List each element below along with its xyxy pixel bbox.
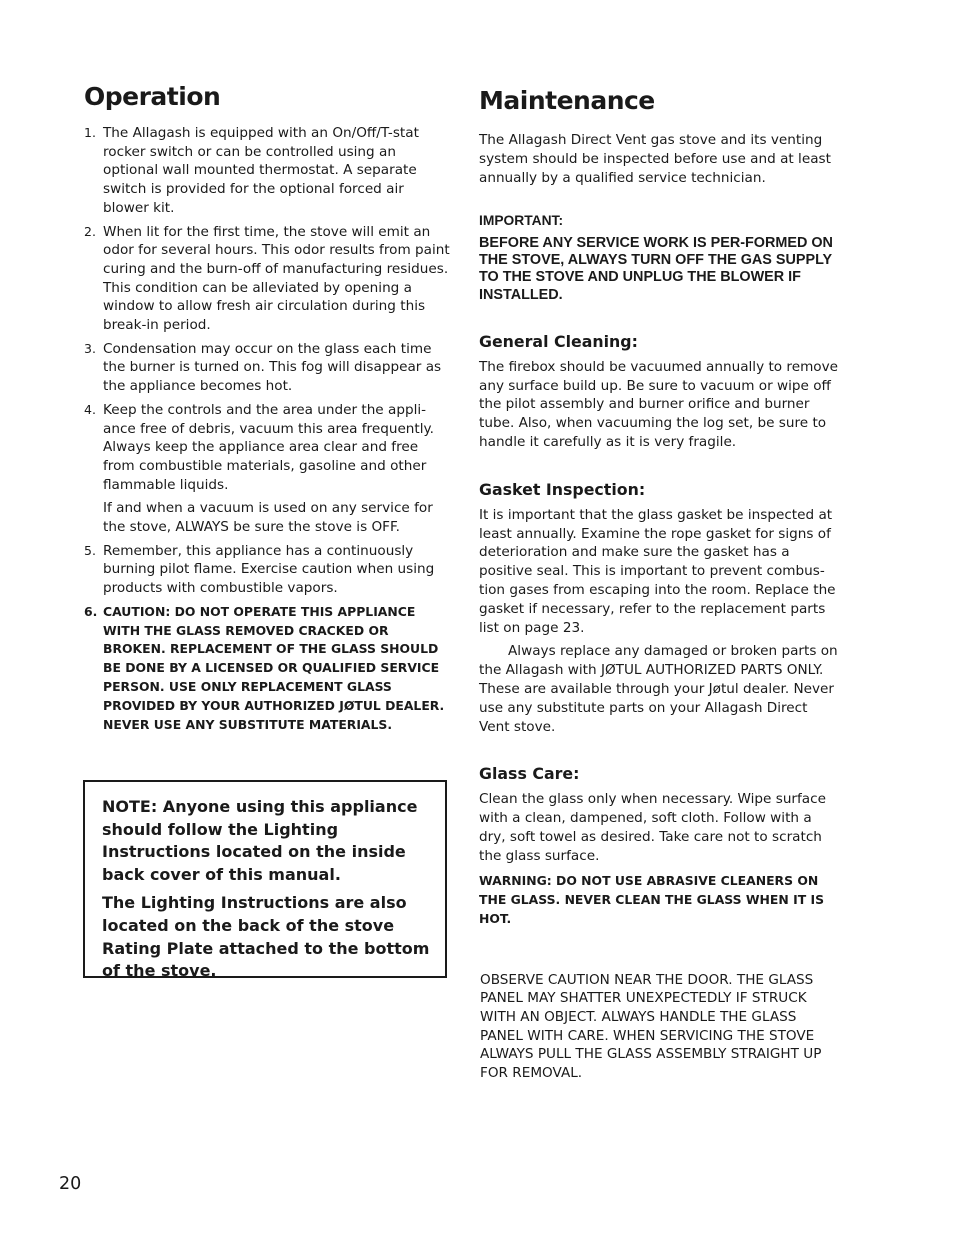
glass-care-text: Clean the glass only when necessary. Wipe surface with a clean, dampened, soft cloth. Follow with a dry, soft towel as desired. Take care not to scratch the glass surface. [479, 791, 826, 864]
important-text: BEFORE ANY SERVICE WORK IS PER-FORMED ON THE STOVE, ALWAYS TURN OFF THE GAS SUPPLY TO THE STOVE AND UNPLUG THE BLOWER IF INSTALLED. [479, 234, 833, 303]
item-number: 4. [84, 401, 96, 417]
operation-item [84, 401, 450, 537]
general-cleaning-text: The firebox should be vacuumed annually to remove any surface build up. Be sure to vacuum or wipe off the pilot assembly and burner orifice and burner tube. Also, when vacuuming the log set, be sure to handle it carefully as it is very fragile. [479, 358, 839, 451]
lighting-note-box [83, 780, 447, 981]
operation-item [84, 223, 450, 335]
gasket-inspection-text: It is important that the glass gasket be inspected at least annually. Examine the rope gasket for signs of deterioration and make sure the gasket has a positive seal. This is important to prevent combus-tion gases from escaping into the room. Replace the gasket if necessary, refer to the replacement parts list on page 23. [479, 506, 836, 636]
note-paragraph: The Lighting Instructions are also located on the back of the stove Rating Plate attached to the bottom of the stove. [102, 893, 430, 981]
item-number: 5. [84, 542, 96, 558]
maintenance-section [479, 86, 841, 1083]
operation-item [84, 124, 450, 218]
operation-title: Operation [84, 82, 221, 111]
page-number: 20 [59, 1174, 82, 1194]
general-cleaning-heading: General Cleaning: [479, 331, 638, 351]
item-text: Remember, this appliance has a continuously burning pilot flame. Exercise caution when using products with combustible vapors. [103, 542, 435, 597]
item-text: Condensation may occur on the glass each time the burner is turned on. This fog will disappear as the appliance becomes hot. [103, 340, 442, 395]
item-number: 3. [84, 340, 96, 356]
item-extra-text: If and when a vacuum is used on any service for the stove, ALWAYS be sure the stove is OFF. [103, 500, 433, 536]
operation-item [84, 542, 450, 598]
item-text: CAUTION: DO NOT OPERATE THIS APPLIANCE WITH THE GLASS REMOVED CRACKED OR BROKEN. REPLACEMENT OF THE GLASS SHOULD BE DONE BY A LICENSED OR QUALIFIED SERVICE PERSON. USE ONLY REPLACEMENT GLASS PROVIDED BY YOUR AUTHORIZED JØTUL DEALER. NEVER USE ANY SUBSTITUTE MATERIALS. [103, 603, 445, 732]
maintenance-intro: The Allagash Direct Vent gas stove and its venting system should be inspected before use and at least annually by a qualified service technician. [479, 132, 831, 186]
item-number: 2. [84, 223, 96, 239]
glass-warning: WARNING: DO NOT USE ABRASIVE CLEANERS ON THE GLASS. NEVER CLEAN THE GLASS WHEN IT IS HOT. [479, 872, 824, 926]
maintenance-title: Maintenance [479, 86, 655, 115]
operation-list [84, 124, 450, 734]
operation-item [84, 340, 450, 396]
important-label: IMPORTANT: [479, 213, 564, 229]
operation-section [84, 82, 450, 739]
item-text: The Allagash is equipped with an On/Off/T-stat rocker switch or can be controlled using an optional wall mounted thermostat. A separate switch is provided for the optional forced air blower kit. [103, 125, 419, 216]
item-number: 1. [84, 125, 96, 140]
observe-caution-text: OBSERVE CAUTION NEAR THE DOOR. THE GLASS PANEL MAY SHATTER UNEXPECTEDLY IF STRUCK WITH AN OBJECT. ALWAYS HANDLE THE GLASS PANEL WITH CARE. WHEN SERVICING THE STOVE ALWAYS PULL THE GLASS ASSEMBLY STRAIGHT UP FOR REMOVAL. [480, 971, 822, 1082]
gasket-parts-text: Always replace any damaged or broken parts on the Allagash with JØTUL AUTHORIZED PARTS ONLY. These are available through your Jøtul dealer. Never use any substitute parts on your Allagash Direct Vent stove. [479, 643, 838, 735]
important-notice [479, 212, 841, 303]
item-number: 6. [84, 603, 98, 619]
gasket-inspection-heading: Gasket Inspection: [479, 479, 646, 499]
note-paragraph: NOTE: Anyone using this appliance should follow the Lighting Instructions located on the inside back cover of this manual. [102, 797, 418, 884]
glass-care-heading: Glass Care: [479, 764, 580, 784]
item-text: Keep the controls and the area under the appli-ance free of debris, vacuum this area frequently. Always keep the appliance area clear and free from combustible materials, gasoline and other flammable liquids. [103, 401, 434, 493]
item-text: When lit for the first time, the stove will emit an odor for several hours. This odor results from paint curing and the burn-off of manufacturing residues. This condition can be alleviated by opening a window to allow fresh air circulation during this break-in period. [103, 223, 450, 334]
operation-item-caution [84, 603, 450, 735]
